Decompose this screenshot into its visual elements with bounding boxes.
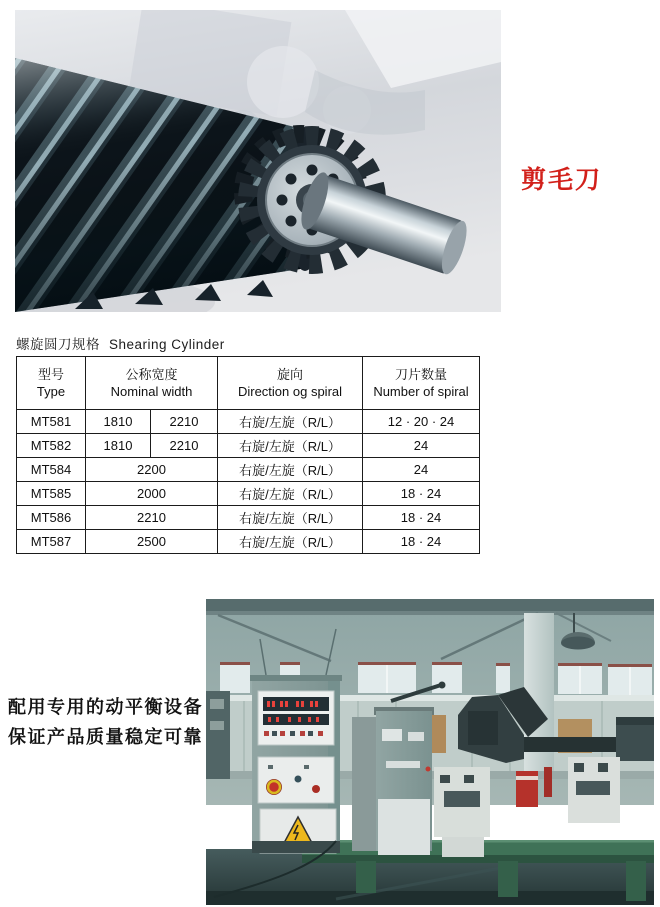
header-width: 公称宽度 Nominal width [86, 357, 218, 410]
model-cell: MT586 [17, 506, 86, 530]
model-cell: MT582 [17, 434, 86, 458]
bearing-pedestal-right [568, 757, 620, 823]
header-blades: 刀片数量 Number of spiral [363, 357, 480, 410]
spec-caption [16, 333, 225, 353]
slogan-block [8, 692, 203, 752]
spec-caption-en: Shearing Cylinder [109, 337, 225, 352]
table-row [17, 530, 480, 554]
shearing-cylinder-photo [15, 10, 501, 312]
spec-caption-cn: 螺旋圆刀规格 [16, 337, 100, 352]
width-cell: 2210 [151, 434, 218, 458]
blades-cell: 12 · 20 · 24 [363, 410, 480, 434]
table-row [17, 434, 480, 458]
header-type: 型号 Type [17, 357, 86, 410]
balancing-machine-photo [206, 599, 654, 905]
table-row [17, 410, 480, 434]
direction-cell: 右旋/左旋（R/L） [218, 482, 363, 506]
width-cell: 2500 [86, 530, 218, 554]
direction-cell: 右旋/左旋（R/L） [218, 530, 363, 554]
table-row [17, 506, 480, 530]
model-cell: MT585 [17, 482, 86, 506]
slogan-line-2: 保证产品质量稳定可靠 [8, 727, 203, 747]
blades-cell: 24 [363, 458, 480, 482]
model-cell: MT587 [17, 530, 86, 554]
blades-cell: 18 · 24 [363, 530, 480, 554]
table-row [17, 458, 480, 482]
slogan-line-1: 配用专用的动平衡设备 [8, 697, 203, 717]
model-cell: MT584 [17, 458, 86, 482]
width-cell: 1810 [86, 434, 151, 458]
blades-cell: 24 [363, 434, 480, 458]
width-cell: 2210 [86, 506, 218, 530]
table-row [17, 482, 480, 506]
width-cell: 2200 [86, 458, 218, 482]
blades-cell: 18 · 24 [363, 506, 480, 530]
direction-cell: 右旋/左旋（R/L） [218, 434, 363, 458]
header-direction: 旋向 Direction og spiral [218, 357, 363, 410]
blades-cell: 18 · 24 [363, 482, 480, 506]
table-header-row [17, 357, 480, 410]
model-cell: MT581 [17, 410, 86, 434]
width-cell: 2000 [86, 482, 218, 506]
workshop-illustration [206, 599, 654, 905]
direction-cell: 右旋/左旋（R/L） [218, 458, 363, 482]
bearing-pedestal-left [434, 767, 490, 857]
product-title: 剪毛刀 [521, 166, 603, 194]
width-cell: 1810 [86, 410, 151, 434]
direction-cell: 右旋/左旋（R/L） [218, 506, 363, 530]
width-cell: 2210 [151, 410, 218, 434]
shearing-cylinder-illustration [15, 10, 501, 312]
spec-table [16, 356, 480, 554]
direction-cell: 右旋/左旋（R/L） [218, 410, 363, 434]
